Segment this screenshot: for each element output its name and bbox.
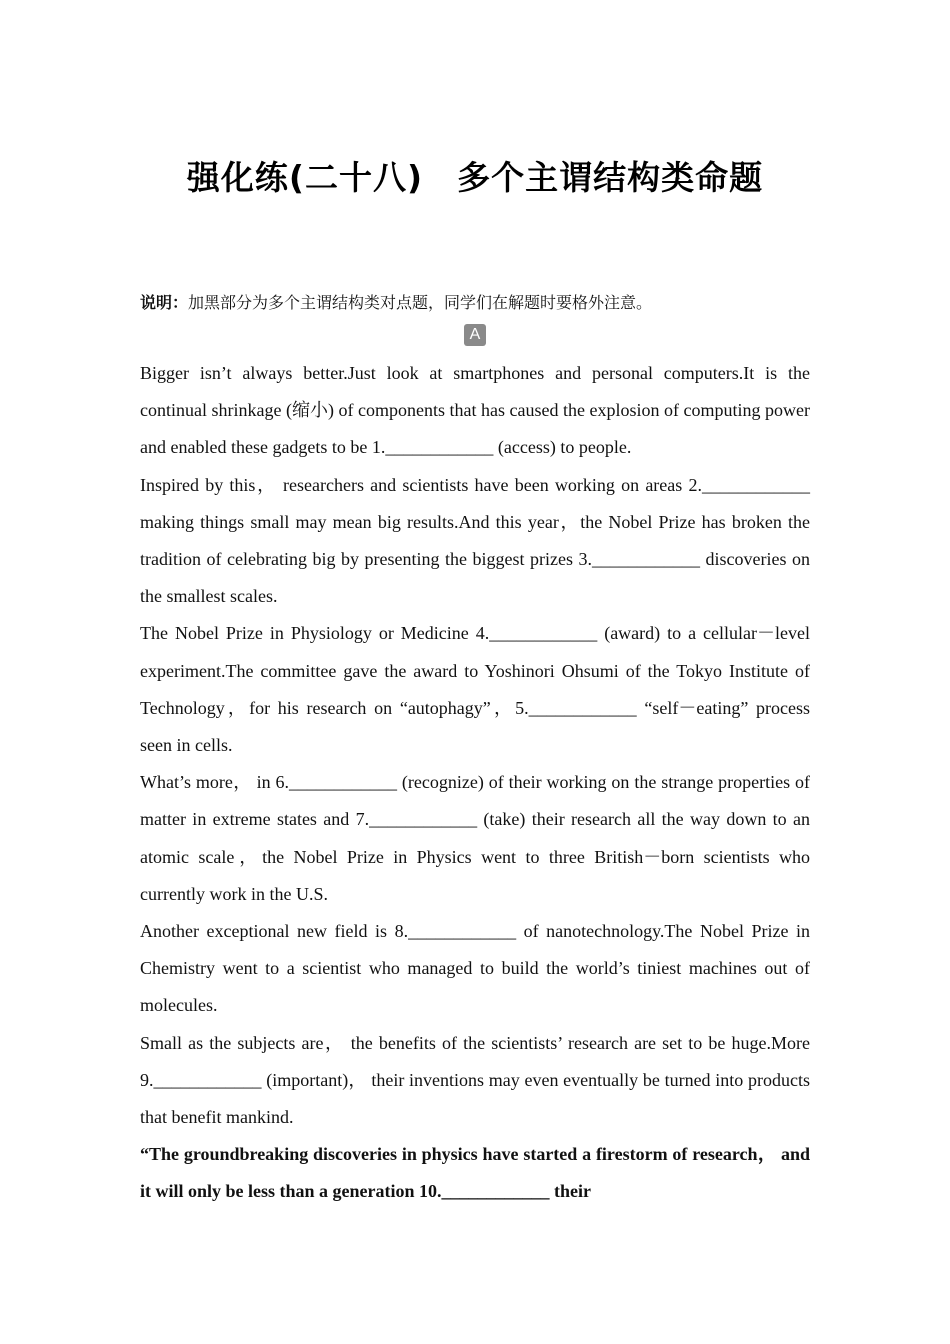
section-badge-row <box>0 324 950 346</box>
passage-paragraph-4: What’s more， in 6.____________ (recognize) of their working on the strange properties of matter in extreme states and 7.____________ (take) their research all the way down to an atomic scale，the Nobel Prize in Physics went to three British－born scientists who currently work in the U.S. <box>140 772 810 904</box>
passage-body <box>140 355 810 1211</box>
title-part-1: 强化练(二十八) <box>186 158 424 197</box>
page-title <box>0 152 950 199</box>
section-badge: A <box>464 324 486 346</box>
passage-paragraph-1: Bigger isn’t always better.Just look at smartphones and personal computers.It is the continual shrinkage (缩小) of components that has caused the explosion of computing power and enabled these gadgets to be 1.____________ (access) to people. <box>140 363 810 458</box>
title-part-2: 多个主谓结构类命题 <box>457 158 764 197</box>
instruction-note <box>140 290 810 313</box>
passage-paragraph-bold: “The groundbreaking discoveries in physics have started a firestorm of research， and it will only be less than a generation 10.____________ their <box>140 1144 810 1202</box>
note-text: 加黑部分为多个主谓结构类对点题，同学们在解题时要格外注意。 <box>188 293 653 312</box>
passage-paragraph-5: Another exceptional new field is 8.____________ of nanotechnology.The Nobel Prize in Chemistry went to a scientist who managed to build the world’s tiniest machines out of molecules. <box>140 921 810 1016</box>
passage-paragraph-3: The Nobel Prize in Physiology or Medicine 4.____________ (award) to a cellular－level experiment.The committee gave the award to Yoshinori Ohsumi of the Tokyo Institute of Technology，for his research on “autophagy”，5.____________ “self－eating” process seen in cells. <box>140 623 810 756</box>
note-label: 说明： <box>140 293 189 312</box>
passage-paragraph-2: Inspired by this， researchers and scientists have been working on areas 2.____________ making things small may mean big results.And this year，the Nobel Prize has broken the tradition of celebrating big by presenting the biggest prizes 3.____________ discoveries on the smallest scales. <box>140 474 810 607</box>
passage-paragraph-6: Small as the subjects are， the benefits of the scientists’ research are set to be huge.More 9.____________ (important)， their inventions may even eventually be turned into products that benefit mankind. <box>140 1032 810 1128</box>
